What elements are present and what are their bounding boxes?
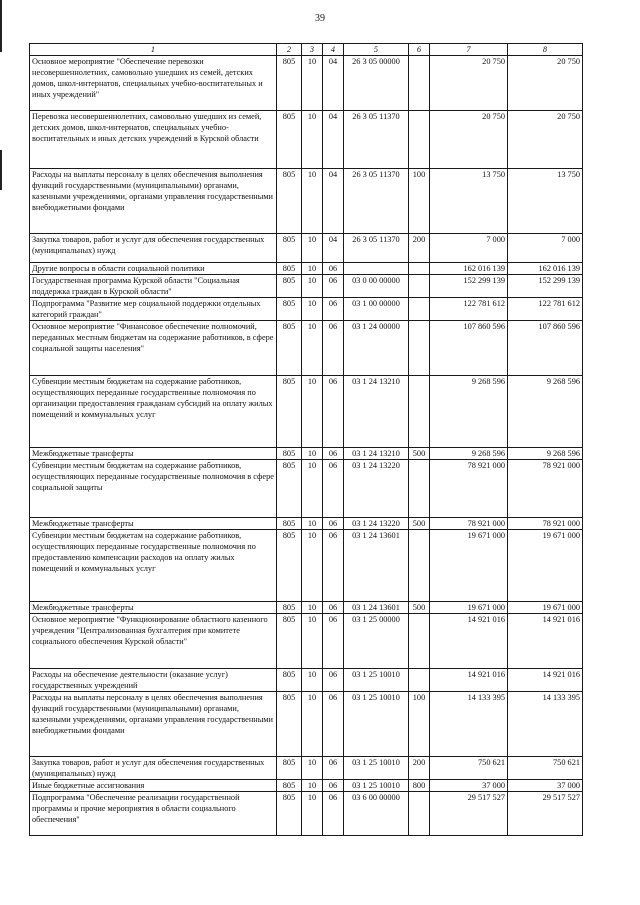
section-code: 10	[302, 602, 323, 614]
amount-year-1: 9 268 596	[430, 448, 508, 460]
subsection-code: 04	[323, 169, 344, 234]
ministry-code: 805	[277, 111, 302, 169]
column-header: 3	[302, 44, 323, 56]
amount-year-1: 152 299 139	[430, 275, 508, 298]
expense-type-code: 100	[409, 692, 430, 757]
subsection-code: 06	[323, 669, 344, 692]
section-code: 10	[302, 169, 323, 234]
amount-year-1: 20 750	[430, 56, 508, 111]
expense-type-code	[409, 376, 430, 448]
subsection-code: 06	[323, 530, 344, 602]
expense-type-code	[409, 321, 430, 376]
amount-year-2: 19 671 000	[508, 602, 583, 614]
target-article-code: 26 3 05 11370	[344, 111, 409, 169]
table-row	[30, 298, 583, 321]
column-header: 2	[277, 44, 302, 56]
section-code: 10	[302, 614, 323, 669]
expense-type-code	[409, 792, 430, 836]
target-article-code: 03 1 25 10010	[344, 757, 409, 780]
subsection-code: 06	[323, 757, 344, 780]
table-row	[30, 792, 583, 836]
table-row	[30, 602, 583, 614]
amount-year-2: 19 671 000	[508, 530, 583, 602]
ministry-code: 805	[277, 460, 302, 518]
table-row	[30, 780, 583, 792]
subsection-code: 06	[323, 448, 344, 460]
amount-year-1: 13 750	[430, 169, 508, 234]
subsection-code: 04	[323, 56, 344, 111]
amount-year-2: 162 016 139	[508, 263, 583, 275]
ministry-code: 805	[277, 518, 302, 530]
target-article-code: 03 1 24 00000	[344, 321, 409, 376]
budget-item-name: Расходы на обеспечение деятельности (оказание услуг) государственных учреждений	[30, 669, 277, 692]
amount-year-2: 9 268 596	[508, 376, 583, 448]
amount-year-2: 14 921 016	[508, 614, 583, 669]
amount-year-1: 78 921 000	[430, 518, 508, 530]
budget-item-name: Расходы на выплаты персоналу в целях обеспечения выполнения функций государственными (муниципальными) органами, казенными учреждениями, органами управления государственными внебюджетными фондами	[30, 169, 277, 234]
table-row	[30, 518, 583, 530]
section-code: 10	[302, 275, 323, 298]
ministry-code: 805	[277, 321, 302, 376]
budget-item-name: Межбюджетные трансферты	[30, 518, 277, 530]
amount-year-2: 29 517 527	[508, 792, 583, 836]
column-number-row	[30, 44, 583, 56]
target-article-code: 03 1 24 13220	[344, 460, 409, 518]
subsection-code: 04	[323, 234, 344, 263]
target-article-code: 03 1 00 00000	[344, 298, 409, 321]
subsection-code: 06	[323, 298, 344, 321]
expense-type-code: 500	[409, 602, 430, 614]
column-header: 5	[344, 44, 409, 56]
budget-item-name: Другие вопросы в области социальной политики	[30, 263, 277, 275]
table-row	[30, 111, 583, 169]
amount-year-1: 162 016 139	[430, 263, 508, 275]
expense-type-code	[409, 460, 430, 518]
page-number: 39	[315, 13, 325, 24]
table-row	[30, 376, 583, 448]
expense-type-code: 200	[409, 757, 430, 780]
column-header: 4	[323, 44, 344, 56]
target-article-code	[344, 263, 409, 275]
section-code: 10	[302, 757, 323, 780]
amount-year-2: 7 000	[508, 234, 583, 263]
expense-type-code: 500	[409, 518, 430, 530]
amount-year-1: 19 671 000	[430, 602, 508, 614]
expense-type-code	[409, 530, 430, 602]
subsection-code: 06	[323, 614, 344, 669]
amount-year-2: 14 921 016	[508, 669, 583, 692]
budget-item-name: Субвенции местным бюджетам на содержание работников, осуществляющих переданные государственные полномочия по предоставлению компенсации расходов на оплату жилых помещений и коммунальных услуг	[30, 530, 277, 602]
budget-item-name: Закупка товаров, работ и услуг для обеспечения государственных (муниципальных) нужд	[30, 234, 277, 263]
expense-type-code: 200	[409, 234, 430, 263]
expense-type-code	[409, 298, 430, 321]
amount-year-1: 9 268 596	[430, 376, 508, 448]
section-code: 10	[302, 376, 323, 448]
budget-item-name: Субвенции местным бюджетам на содержание работников, осуществляющих переданные государственные полномочия по организации предоставления гражданам субсидий на оплату жилых помещений и коммунальных услуг	[30, 376, 277, 448]
subsection-code: 06	[323, 792, 344, 836]
ministry-code: 805	[277, 669, 302, 692]
column-header: 6	[409, 44, 430, 56]
table-row	[30, 669, 583, 692]
amount-year-1: 7 000	[430, 234, 508, 263]
table-row	[30, 614, 583, 669]
section-code: 10	[302, 298, 323, 321]
section-code: 10	[302, 321, 323, 376]
subsection-code: 06	[323, 518, 344, 530]
section-code: 10	[302, 792, 323, 836]
target-article-code: 03 1 24 13210	[344, 376, 409, 448]
target-article-code: 03 6 00 00000	[344, 792, 409, 836]
budget-item-name: Субвенции местным бюджетам на содержание работников, осуществляющих переданные государственные полномочия в сфере социальной защиты	[30, 460, 277, 518]
amount-year-1: 20 750	[430, 111, 508, 169]
scan-edge-mark	[0, 0, 2, 52]
ministry-code: 805	[277, 448, 302, 460]
expense-type-code: 800	[409, 780, 430, 792]
target-article-code: 03 1 25 10010	[344, 692, 409, 757]
target-article-code: 26 3 05 11370	[344, 234, 409, 263]
target-article-code: 26 3 05 00000	[344, 56, 409, 111]
amount-year-2: 750 621	[508, 757, 583, 780]
table-row	[30, 460, 583, 518]
budget-item-name: Перевозка несовершеннолетних, самовольно ушедших из семей, детских домов, школ-интернатов, специальных учебно-воспитательных и иных детских учреждений в Курской области	[30, 111, 277, 169]
subsection-code: 06	[323, 275, 344, 298]
amount-year-1: 107 860 596	[430, 321, 508, 376]
subsection-code: 06	[323, 602, 344, 614]
ministry-code: 805	[277, 275, 302, 298]
subsection-code: 06	[323, 321, 344, 376]
target-article-code: 03 1 25 10010	[344, 780, 409, 792]
table-row	[30, 56, 583, 111]
ministry-code: 805	[277, 263, 302, 275]
ministry-code: 805	[277, 376, 302, 448]
amount-year-2: 107 860 596	[508, 321, 583, 376]
ministry-code: 805	[277, 298, 302, 321]
amount-year-1: 29 517 527	[430, 792, 508, 836]
table-row	[30, 263, 583, 275]
amount-year-1: 78 921 000	[430, 460, 508, 518]
subsection-code: 04	[323, 111, 344, 169]
target-article-code: 03 1 24 13601	[344, 530, 409, 602]
amount-year-1: 122 781 612	[430, 298, 508, 321]
ministry-code: 805	[277, 614, 302, 669]
ministry-code: 805	[277, 792, 302, 836]
budget-item-name: Основное мероприятие "Функционирование областного казенного учреждения "Централизованная бухгалтерия при комитете социального обеспечения Курской области"	[30, 614, 277, 669]
expense-type-code	[409, 275, 430, 298]
budget-item-name: Межбюджетные трансферты	[30, 602, 277, 614]
ministry-code: 805	[277, 757, 302, 780]
amount-year-2: 20 750	[508, 111, 583, 169]
amount-year-2: 9 268 596	[508, 448, 583, 460]
section-code: 10	[302, 692, 323, 757]
ministry-code: 805	[277, 692, 302, 757]
subsection-code: 06	[323, 460, 344, 518]
target-article-code: 03 1 25 10010	[344, 669, 409, 692]
section-code: 10	[302, 518, 323, 530]
amount-year-1: 14 921 016	[430, 614, 508, 669]
section-code: 10	[302, 56, 323, 111]
expense-type-code	[409, 111, 430, 169]
amount-year-1: 14 133 395	[430, 692, 508, 757]
budget-item-name: Подпрограмма "Развитие мер социальной поддержки отдельных категорий граждан"	[30, 298, 277, 321]
ministry-code: 805	[277, 56, 302, 111]
ministry-code: 805	[277, 234, 302, 263]
target-article-code: 26 3 05 11370	[344, 169, 409, 234]
expense-type-code: 100	[409, 169, 430, 234]
budget-item-name: Основное мероприятие "Обеспечение перевозки несовершеннолетних, самовольно ушедших из семей, детских домов, школ-интернатов, специальных учебно-воспитательных и иных учреждений"	[30, 56, 277, 111]
expense-type-code: 500	[409, 448, 430, 460]
scan-edge-mark	[0, 150, 2, 190]
budget-item-name: Расходы на выплаты персоналу в целях обеспечения выполнения функций государственными (муниципальными) органами, казенными учреждениями, органами управления государственными внебюджетными фондами	[30, 692, 277, 757]
amount-year-1: 14 921 016	[430, 669, 508, 692]
budget-item-name: Государственная программа Курской области "Социальная поддержка граждан в Курской области"	[30, 275, 277, 298]
table-row	[30, 530, 583, 602]
subsection-code: 06	[323, 780, 344, 792]
target-article-code: 03 1 24 13601	[344, 602, 409, 614]
ministry-code: 805	[277, 602, 302, 614]
expense-type-code	[409, 263, 430, 275]
section-code: 10	[302, 780, 323, 792]
ministry-code: 805	[277, 169, 302, 234]
budget-item-name: Закупка товаров, работ и услуг для обеспечения государственных (муниципальных) нужд	[30, 757, 277, 780]
column-header: 1	[30, 44, 277, 56]
amount-year-2: 13 750	[508, 169, 583, 234]
ministry-code: 805	[277, 530, 302, 602]
budget-item-name: Основное мероприятие "Финансовое обеспечение полномочий, переданных местным бюджетам на содержание работников, в сфере социальной защиты населения"	[30, 321, 277, 376]
expense-type-code	[409, 56, 430, 111]
table-row	[30, 234, 583, 263]
amount-year-2: 152 299 139	[508, 275, 583, 298]
amount-year-2: 78 921 000	[508, 518, 583, 530]
ministry-code: 805	[277, 780, 302, 792]
column-header: 8	[508, 44, 583, 56]
target-article-code: 03 1 24 13210	[344, 448, 409, 460]
amount-year-2: 20 750	[508, 56, 583, 111]
section-code: 10	[302, 234, 323, 263]
amount-year-1: 37 000	[430, 780, 508, 792]
target-article-code: 03 1 25 00000	[344, 614, 409, 669]
budget-item-name: Иные бюджетные ассигнования	[30, 780, 277, 792]
amount-year-2: 78 921 000	[508, 460, 583, 518]
table-row	[30, 275, 583, 298]
target-article-code: 03 0 00 00000	[344, 275, 409, 298]
table-row	[30, 448, 583, 460]
table-row	[30, 757, 583, 780]
section-code: 10	[302, 111, 323, 169]
column-header: 7	[430, 44, 508, 56]
section-code: 10	[302, 460, 323, 518]
section-code: 10	[302, 669, 323, 692]
subsection-code: 06	[323, 263, 344, 275]
amount-year-1: 750 621	[430, 757, 508, 780]
table-row	[30, 692, 583, 757]
budget-item-name: Подпрограмма "Обеспечение реализации государственной программы и прочие мероприятия в области социального обеспечения"	[30, 792, 277, 836]
subsection-code: 06	[323, 692, 344, 757]
section-code: 10	[302, 263, 323, 275]
budget-item-name: Межбюджетные трансферты	[30, 448, 277, 460]
amount-year-1: 19 671 000	[430, 530, 508, 602]
table-row	[30, 169, 583, 234]
expense-type-code	[409, 614, 430, 669]
table-row	[30, 321, 583, 376]
section-code: 10	[302, 530, 323, 602]
expense-type-code	[409, 669, 430, 692]
subsection-code: 06	[323, 376, 344, 448]
amount-year-2: 122 781 612	[508, 298, 583, 321]
amount-year-2: 37 000	[508, 780, 583, 792]
section-code: 10	[302, 448, 323, 460]
budget-table	[29, 43, 583, 836]
amount-year-2: 14 133 395	[508, 692, 583, 757]
target-article-code: 03 1 24 13220	[344, 518, 409, 530]
